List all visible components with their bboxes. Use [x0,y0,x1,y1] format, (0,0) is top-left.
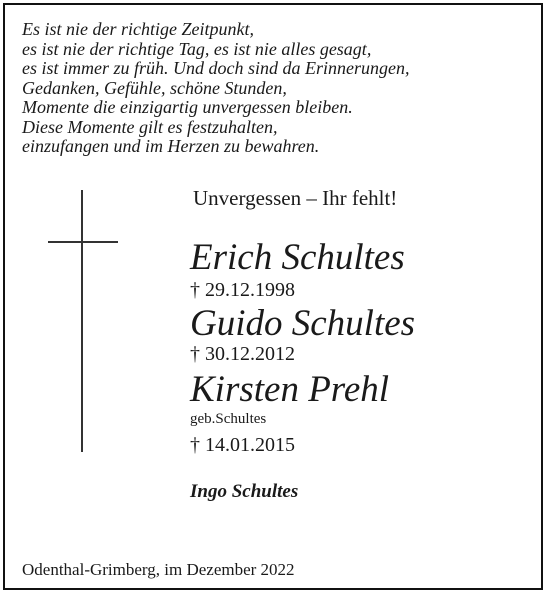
poem [22,20,409,157]
poem-line: es ist nie der richtige Tag, es ist nie alles gesagt, [22,38,372,59]
death-date: † 30.12.2012 [190,343,295,365]
death-date: † 14.01.2015 [190,434,295,456]
person-name: Kirsten Prehl [190,369,390,410]
poem-line: Gedanken, Gefühle, schöne Stunden, [22,77,287,98]
birth-name: geb.Schultes [190,411,267,427]
signer: Ingo Schultes [190,481,299,502]
motto: Unvergessen – Ihr fehlt! [193,186,398,210]
person-name: Erich Schultes [190,237,405,278]
person-name: Guido Schultes [190,303,416,344]
poem-line: Diese Momente gilt es festzuhalten, [22,116,278,137]
poem-line: Es ist nie der richtige Zeitpunkt, [22,19,254,39]
poem-line: einzufangen und im Herzen zu bewahren. [22,136,320,156]
cross-horizontal-bar [48,241,118,243]
poem-line: es ist immer zu früh. Und doch sind da Erinnerungen, [22,58,410,78]
poem-line: Momente die einzigartig unvergessen bleiben. [22,97,353,117]
death-date: † 29.12.1998 [190,279,295,301]
place-date: Odenthal-Grimberg, im Dezember 2022 [22,560,295,579]
cross-vertical-bar [81,190,83,452]
